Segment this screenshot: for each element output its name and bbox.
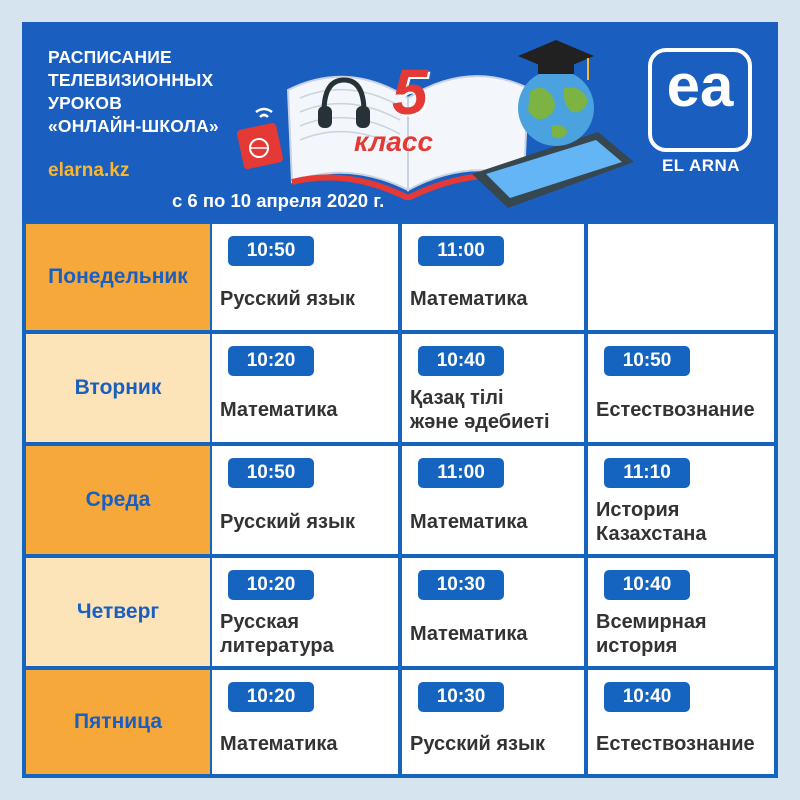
lesson-subject: Русская литература [220, 611, 334, 657]
lesson-subject: Қазақ тілі және әдебиеті [410, 387, 550, 433]
lesson-subject: История Казахстана [596, 499, 707, 545]
lesson-cell [212, 670, 398, 774]
header-banner [22, 22, 778, 220]
lesson-time-badge: 10:50 [228, 458, 314, 488]
lesson-time-badge: 10:20 [228, 570, 314, 600]
lesson-cell [588, 224, 774, 330]
schedule-grid [22, 220, 778, 778]
logo-letters: ea [666, 52, 734, 119]
lesson-cell [588, 334, 774, 442]
lesson-subject: Всемирная история [596, 611, 707, 657]
lesson-cell [212, 334, 398, 442]
lesson-cell [212, 446, 398, 554]
title-line-4: «ОНЛАЙН-ШКОЛА» [48, 116, 219, 136]
lesson-time-badge: 10:20 [228, 346, 314, 376]
lesson-cell [212, 224, 398, 330]
lesson-cell [588, 558, 774, 666]
lesson-subject: Русский язык [410, 733, 546, 755]
day-cell: Понедельник [26, 224, 210, 330]
lesson-subject: Математика [220, 733, 338, 755]
lesson-time-badge: 11:00 [418, 458, 504, 488]
title-line-1: РАСПИСАНИЕ [48, 47, 172, 67]
lesson-cell [402, 334, 584, 442]
schedule-card [22, 22, 778, 778]
lesson-cell [402, 446, 584, 554]
lesson-subject: Естествознание [596, 733, 755, 755]
day-cell: Четверг [26, 558, 210, 666]
lesson-subject: Русский язык [220, 511, 356, 533]
logo-name: EL ARNA [661, 156, 741, 175]
day-cell: Среда [26, 446, 210, 554]
lesson-cell [212, 558, 398, 666]
lesson-cell [402, 670, 584, 774]
el-arna-logo [648, 48, 752, 152]
lesson-time-badge: 11:00 [418, 236, 504, 266]
lesson-subject: Математика [220, 399, 338, 421]
title-line-3: УРОКОВ [48, 93, 123, 113]
lesson-subject: Математика [410, 511, 528, 533]
lesson-time-badge: 10:30 [418, 682, 504, 712]
day-cell: Пятница [26, 670, 210, 774]
date-range: с 6 по 10 апреля 2020 г. [172, 190, 385, 211]
lesson-subject: Естествознание [596, 399, 755, 421]
header-title [48, 46, 219, 138]
lesson-cell [588, 446, 774, 554]
lesson-subject: Математика [410, 288, 528, 310]
graduation-cap-globe-icon [508, 26, 604, 150]
lesson-cell [588, 670, 774, 774]
title-line-2: ТЕЛЕВИЗИОННЫХ [48, 70, 214, 90]
lesson-time-badge: 10:40 [604, 682, 690, 712]
headphones-icon [316, 74, 372, 134]
lesson-time-badge: 10:50 [228, 236, 314, 266]
lesson-time-badge: 11:10 [604, 458, 690, 488]
lesson-time-badge: 10:40 [418, 346, 504, 376]
grade-word: класс [354, 126, 434, 157]
grade-number: 5 [392, 56, 428, 128]
lesson-time-badge: 10:40 [604, 570, 690, 600]
lesson-subject: Математика [410, 623, 528, 645]
lesson-cell [402, 224, 584, 330]
lesson-time-badge: 10:50 [604, 346, 690, 376]
lesson-time-badge: 10:20 [228, 682, 314, 712]
website-link[interactable]: elarna.kz [48, 160, 130, 181]
lesson-cell [402, 558, 584, 666]
lesson-subject: Русский язык [220, 288, 356, 310]
day-cell: Вторник [26, 334, 210, 442]
lesson-time-badge: 10:30 [418, 570, 504, 600]
